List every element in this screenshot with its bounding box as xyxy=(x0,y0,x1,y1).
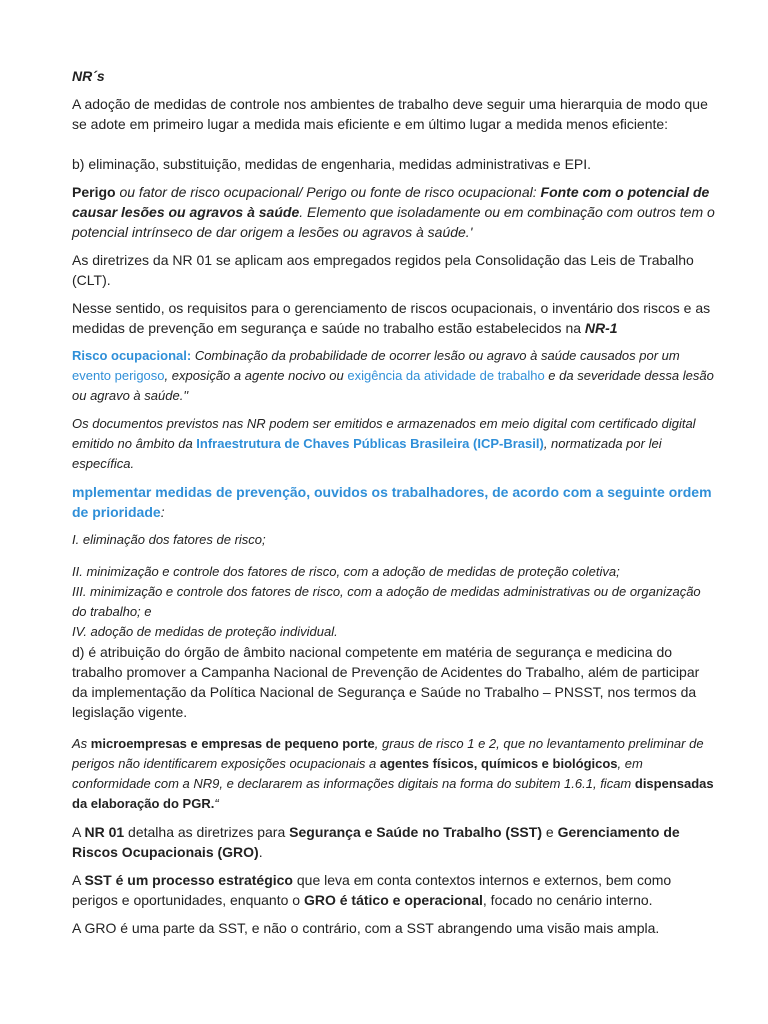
emphasis-span: Fonte com o potencial de causar lesões ou agravos à saúde xyxy=(72,184,710,220)
text-span: , focado no cenário interno. xyxy=(482,892,653,908)
text-span: . Elemento que isoladamente ou em combinação com outros tem o potencial intrínseco de dar origem a lesões ou agravos à saúde.' xyxy=(72,204,715,240)
term-gro-tatico: GRO é tático e operacional xyxy=(303,892,483,908)
list-item-iv: IV. adoção de medidas de proteção individual. xyxy=(72,624,338,639)
term-agentes: agentes físicos, químicos e biológicos xyxy=(379,756,618,771)
text-span: , normatizada por lei específica. xyxy=(72,436,662,471)
text-span: Nesse sentido, os requisitos para o gerenciamento de riscos ocupacionais, o inventário dos riscos e as medidas de prevenção em segurança e saúde no trabalho estão estabelecidos na xyxy=(72,300,711,336)
text-span: . xyxy=(258,844,263,860)
paragraph-requisitos xyxy=(72,298,718,338)
term-sst: Segurança e Saúde no Trabalho (SST) xyxy=(289,824,542,840)
text-span: ou fator de risco ocupacional/ Perigo ou fonte de risco ocupacional: xyxy=(115,184,541,200)
text-span: , graus de risco 1 e 2, que no levantamento preliminar de perigos não identificarem exposições ocupacionais a xyxy=(72,736,704,771)
term-nr01: NR 01 xyxy=(84,824,125,840)
text-span: Os documentos previstos nas NR podem ser emitidos e armazenados em meio digital com certificado digital emitido no âmbito da xyxy=(72,416,696,451)
text-span: que leva em conta contextos internos e externos, bem como perigos e oportunidades, enquanto o xyxy=(72,872,672,908)
paragraph-microempresas xyxy=(72,734,718,814)
text-span: e xyxy=(541,824,558,840)
text-span: As xyxy=(72,736,91,751)
term-risco-ocupacional: Risco ocupacional: xyxy=(72,348,192,363)
list-item-ii: II. minimização e controle dos fatores de risco, com a adoção de medidas de proteção coletiva; xyxy=(72,564,620,579)
text-span: detalha as diretrizes para xyxy=(124,824,290,840)
term-nr1: NR-1 xyxy=(584,320,618,336)
term-exigencia: exigência da atividade de trabalho xyxy=(347,368,545,383)
list-item-i: I. eliminação dos fatores de risco; xyxy=(72,532,266,547)
term-icp-brasil: Infraestrutura de Chaves Públicas Brasileira (ICP-Brasil) xyxy=(196,436,544,451)
term-dispensadas: dispensadas da elaboração do PGR. xyxy=(72,776,714,811)
term-microempresas: microempresas e empresas de pequeno porte xyxy=(90,736,375,751)
list-item-iii: III. minimização e controle dos fatores de risco, com a adoção de medidas administrativas ou de organização do trabalho; e xyxy=(72,584,701,619)
text-span: Combinação da probabilidade de ocorrer lesão ou agravo à saúde causados por um xyxy=(191,348,680,363)
paragraph-measures-list: b) eliminação, substituição, medidas de engenharia, medidas administrativas e EPI. xyxy=(72,156,592,172)
term-gro: Gerenciamento de Riscos Ocupacionais (GRO) xyxy=(72,824,680,860)
paragraph-campanha: d) é atribuição do órgão de âmbito nacional competente em matéria de segurança e medicina do trabalho promover a Campanha Nacional de Prevenção de Acidentes do Trabalho, além de participar da implementação da Política Nacional de Segurança e Saúde no Trabalho – PNSST, nos termos da legislação vigente. xyxy=(72,644,700,720)
text-span: “ xyxy=(214,796,219,811)
paragraph-implementar xyxy=(72,482,718,522)
paragraph-perigo xyxy=(72,182,718,242)
paragraph-nr01-clt: As diretrizes da NR 01 se aplicam aos empregados regidos pela Consolidação das Leis de Trabalho (CLT). xyxy=(72,252,694,288)
paragraph-risco-ocupacional xyxy=(72,346,718,406)
term-sst-estrategico: SST é um processo estratégico xyxy=(84,872,293,888)
paragraph-documentos xyxy=(72,414,718,474)
term-evento-perigoso: evento perigoso xyxy=(72,368,165,383)
paragraph-hierarchy: A adoção de medidas de controle nos ambientes de trabalho deve seguir uma hierarquia de modo que se adote em primeiro lugar a medida mais eficiente e em último lugar a medida menos eficiente: xyxy=(72,96,708,132)
text-span: , exposição a agente nocivo ou xyxy=(164,368,348,383)
paragraph-gro-parte-sst: A GRO é uma parte da SST, e não o contrário, com a SST abrangendo uma visão mais ampla. xyxy=(72,920,660,936)
text-span: A xyxy=(72,872,85,888)
heading-implementar: mplementar medidas de prevenção, ouvidos os trabalhadores, de acordo com a seguinte ordem de prioridade xyxy=(72,484,712,520)
paragraph-sst-gro xyxy=(72,870,718,910)
text-span: , em conformidade com a NR9, e declararem as informações digitais na forma do subitem 1.6.1, ficam xyxy=(72,756,643,791)
text-span: A xyxy=(72,824,85,840)
text-span: e da severidade dessa lesão ou agravo à saúde.'' xyxy=(72,368,714,403)
text-span: : xyxy=(160,504,165,520)
doc-title: NR´s xyxy=(72,68,105,84)
term-perigo: Perigo xyxy=(72,184,116,200)
paragraph-nr01-diretrizes xyxy=(72,822,718,862)
